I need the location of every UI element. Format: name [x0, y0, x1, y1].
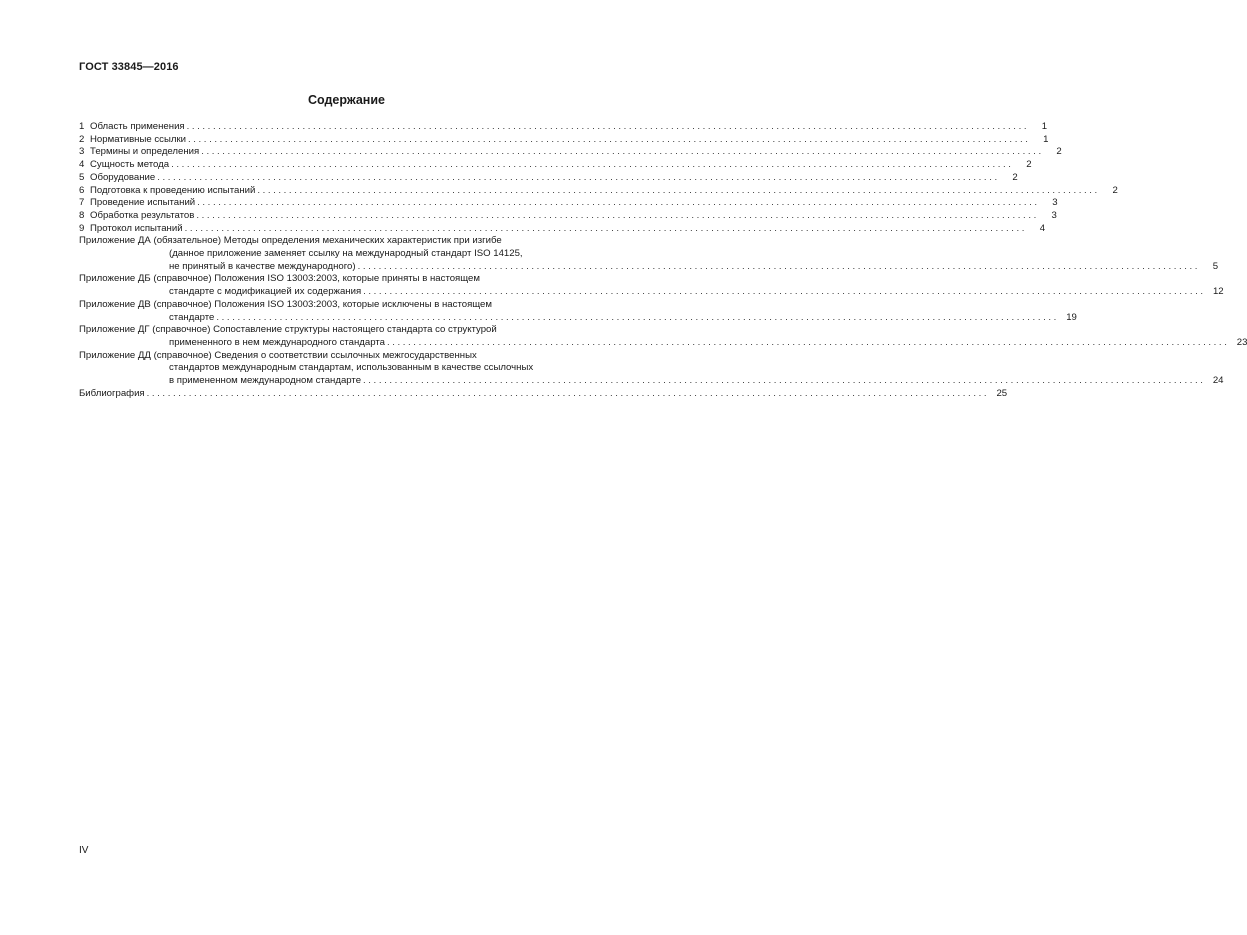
toc-entry-appendix-4[interactable]: [79, 324, 1247, 349]
toc-leader-dots: ................................................................................................................................................................: [184, 222, 1028, 234]
toc-appendix-line: стандартов международным стандартам, использованным в качестве ссылочных: [169, 362, 534, 374]
toc-entry-section-7[interactable]: [79, 197, 1058, 210]
toc-entry-section-1[interactable]: [79, 121, 1048, 134]
toc-entry-bibliography[interactable]: [79, 387, 1008, 401]
toc-entry-page: 3: [1051, 209, 1057, 221]
toc-entry-title: Подготовка к проведению испытаний: [90, 184, 256, 196]
toc-appendix-lead: Приложение ДГ (справочное) Сопоставление структуры настоящего стандарта со структурой: [79, 324, 497, 336]
toc-entry-title: Оборудование: [90, 171, 156, 183]
toc-entry-page: 2: [1112, 184, 1118, 196]
toc-entry-page: 2: [1056, 146, 1062, 158]
toc-entry-page: 3: [1052, 197, 1058, 209]
toc-entry-title: Библиография: [79, 387, 145, 399]
toc-entry-page: 4: [1039, 222, 1046, 234]
toc-entry-number: 6: [79, 184, 85, 196]
toc-entry-title: Нормативные ссылки: [90, 133, 187, 145]
toc-entry-page: 23: [1236, 336, 1247, 348]
toc-leader-dots: ................................................................................................................................................................: [216, 311, 1059, 323]
toc-leader-dots: ................................................................................................................................................................: [357, 260, 1201, 272]
toc-entry-appendix-5[interactable]: [79, 349, 1224, 388]
toc-leader-dots: ................................................................................................................................................................: [363, 375, 1206, 387]
toc-entry-title: Протокол испытаний: [90, 222, 183, 234]
toc-entry-section-5[interactable]: [79, 171, 1018, 185]
toc-entry-page: 25: [996, 387, 1008, 399]
toc-entry-title: Сущность метода: [90, 159, 170, 171]
toc-leader-dots: ................................................................................................................................................................: [171, 159, 1014, 171]
toc-entry-appendix-2[interactable]: [79, 273, 1224, 298]
toc-entry-section-9[interactable]: [79, 222, 1046, 236]
toc-appendix-last-line: примененного в нем международного стандарта: [169, 336, 385, 348]
toc-entry-page: 19: [1066, 311, 1077, 323]
toc-entry-page: 1: [1041, 121, 1048, 132]
toc-appendix-last-line: стандарте с модификацией их содержания: [169, 286, 362, 298]
toc-title: Содержание: [307, 93, 385, 107]
toc-entry-page: 24: [1212, 375, 1224, 387]
toc-appendix-last-line: в примененном международном стандарте: [169, 375, 362, 387]
toc-entry-section-6[interactable]: [79, 184, 1118, 198]
toc-entry-appendix-1[interactable]: [79, 235, 1219, 273]
toc-entry-section-3[interactable]: [79, 146, 1062, 159]
toc-entry-title: Область применения: [90, 121, 185, 132]
toc-leader-dots: ................................................................................................................................................................: [146, 387, 990, 399]
toc-leader-dots: ................................................................................................................................................................: [188, 133, 1031, 145]
toc-appendix-line: (данное приложение заменяет ссылку на международный стандарт ISO 14125,: [169, 248, 523, 260]
toc-entry-number: 1: [79, 121, 85, 132]
toc-entry-page: 1: [1043, 133, 1049, 145]
toc-entry-page: 2: [1026, 159, 1032, 171]
toc-appendix-lead: Приложение ДБ (справочное) Положения ISO 13003:2003, которые приняты в настоящем: [79, 273, 480, 285]
toc-entry-number: 8: [79, 209, 85, 221]
toc-entry-title: Проведение испытаний: [90, 197, 196, 209]
toc-entry-number: 2: [79, 133, 85, 145]
toc-leader-dots: ................................................................................................................................................................: [201, 146, 1044, 158]
toc-entry-section-8[interactable]: [79, 209, 1057, 223]
toc-entry-section-4[interactable]: [79, 159, 1032, 172]
page-number: IV: [79, 845, 89, 856]
toc-entry-number: 7: [79, 197, 85, 209]
toc-entry-section-2[interactable]: [79, 133, 1049, 147]
toc-leader-dots: ................................................................................................................................................................: [386, 336, 1230, 348]
table-of-contents: [79, 121, 1247, 400]
toc-appendices: [79, 235, 1247, 387]
toc-entry-number: 4: [79, 159, 85, 171]
toc-entry-title: Термины и определения: [90, 146, 200, 158]
toc-entry-page: 5: [1212, 260, 1219, 272]
toc-entry-page: 2: [1012, 171, 1018, 183]
toc-entry-number: 5: [79, 171, 85, 183]
toc-entry-appendix-3[interactable]: [79, 298, 1077, 324]
toc-leader-dots: ................................................................................................................................................................: [197, 197, 1040, 209]
toc-entry-title: Обработка результатов: [90, 209, 195, 221]
toc-appendix-last-line: не принятый в качестве международного): [169, 260, 356, 272]
toc-leader-dots: ................................................................................................................................................................: [186, 121, 1030, 132]
toc-entry-number: 9: [79, 222, 85, 234]
document-header: ГОСТ 33845—2016: [79, 61, 179, 73]
toc-leader-dots: ................................................................................................................................................................: [363, 286, 1206, 298]
toc-appendix-lead: Приложение ДА (обязательное) Методы определения механических характеристик при изгибе: [79, 235, 502, 247]
toc-leader-dots: ................................................................................................................................................................: [157, 171, 1000, 183]
toc-sections: [79, 121, 1118, 235]
toc-entry-page: 12: [1212, 286, 1224, 298]
toc-leader-dots: ................................................................................................................................................................: [196, 209, 1039, 221]
toc-entry-number: 3: [79, 146, 85, 158]
toc-appendix-lead: Приложение ДД (справочное) Сведения о соответствии ссылочных межгосударственных: [79, 349, 477, 361]
toc-appendix-last-line: стандарте: [169, 311, 215, 323]
toc-appendix-lead: Приложение ДВ (справочное) Положения ISO 13003:2003, которые исключены в настоящем: [79, 298, 492, 310]
toc-leader-dots: ................................................................................................................................................................: [257, 184, 1100, 196]
